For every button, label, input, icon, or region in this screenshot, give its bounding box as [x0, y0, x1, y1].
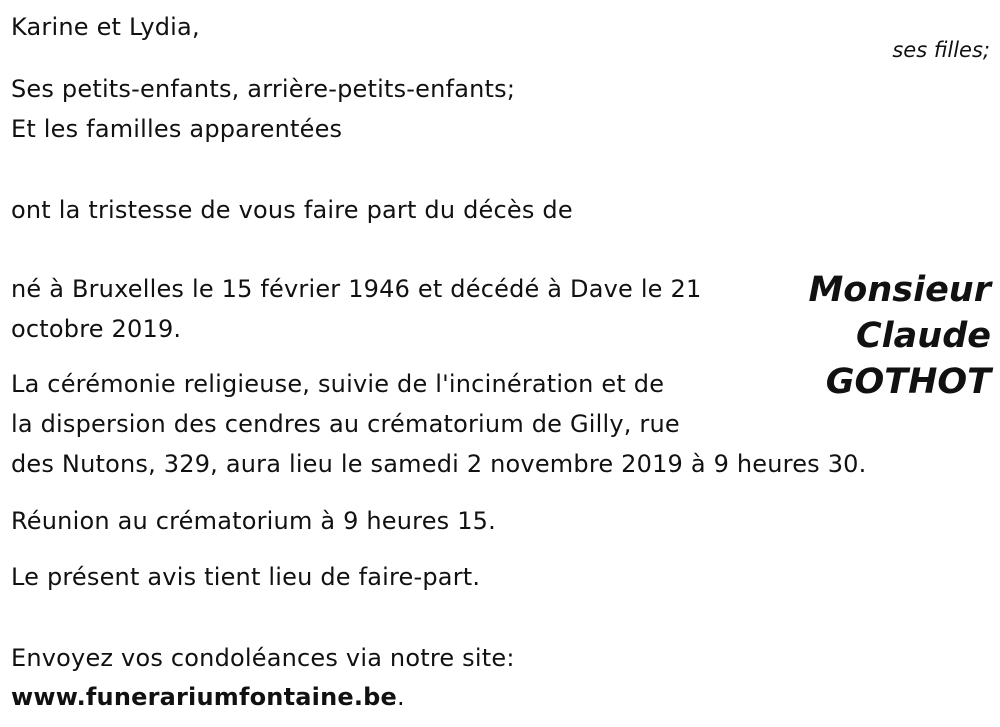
family-role: ses filles; [892, 38, 990, 62]
deceased-title: Monsieur [808, 270, 991, 310]
ceremony-line: la dispersion des cendres au crématorium de Gilly, rue [11, 410, 680, 438]
condolences-line: Envoyez vos condoléances via notre site: [11, 644, 515, 672]
website-line [11, 677, 405, 717]
deceased-first-name: Claude [855, 316, 991, 356]
family-line: Karine et Lydia, [11, 13, 200, 41]
ceremony-line: La cérémonie religieuse, suivie de l'incinération et de [11, 370, 665, 398]
ceremony-line: des Nutons, 329, aura lieu le samedi 2 novembre 2019 à 9 heures 30. [11, 450, 867, 478]
families-line: Et les familles apparentées [11, 115, 343, 143]
birth-death-line: octobre 2019. [11, 315, 182, 343]
grandchildren-line: Ses petits-enfants, arrière-petits-enfants; [11, 75, 516, 103]
website-link[interactable]: www.funerariumfontaine.be [11, 683, 398, 711]
ceremony-text [11, 364, 867, 484]
deceased-last-name: GOTHOT [825, 362, 991, 402]
notice-statement: Le présent avis tient lieu de faire-part. [11, 563, 481, 591]
announcement-line: ont la tristesse de vous faire part du décès de [11, 196, 573, 224]
website-period: . [397, 683, 405, 711]
gathering-line: Réunion au crématorium à 9 heures 15. [11, 507, 496, 535]
birth-death-text [11, 269, 701, 349]
birth-death-line: né à Bruxelles le 15 février 1946 et décédé à Dave le 21 [11, 275, 702, 303]
